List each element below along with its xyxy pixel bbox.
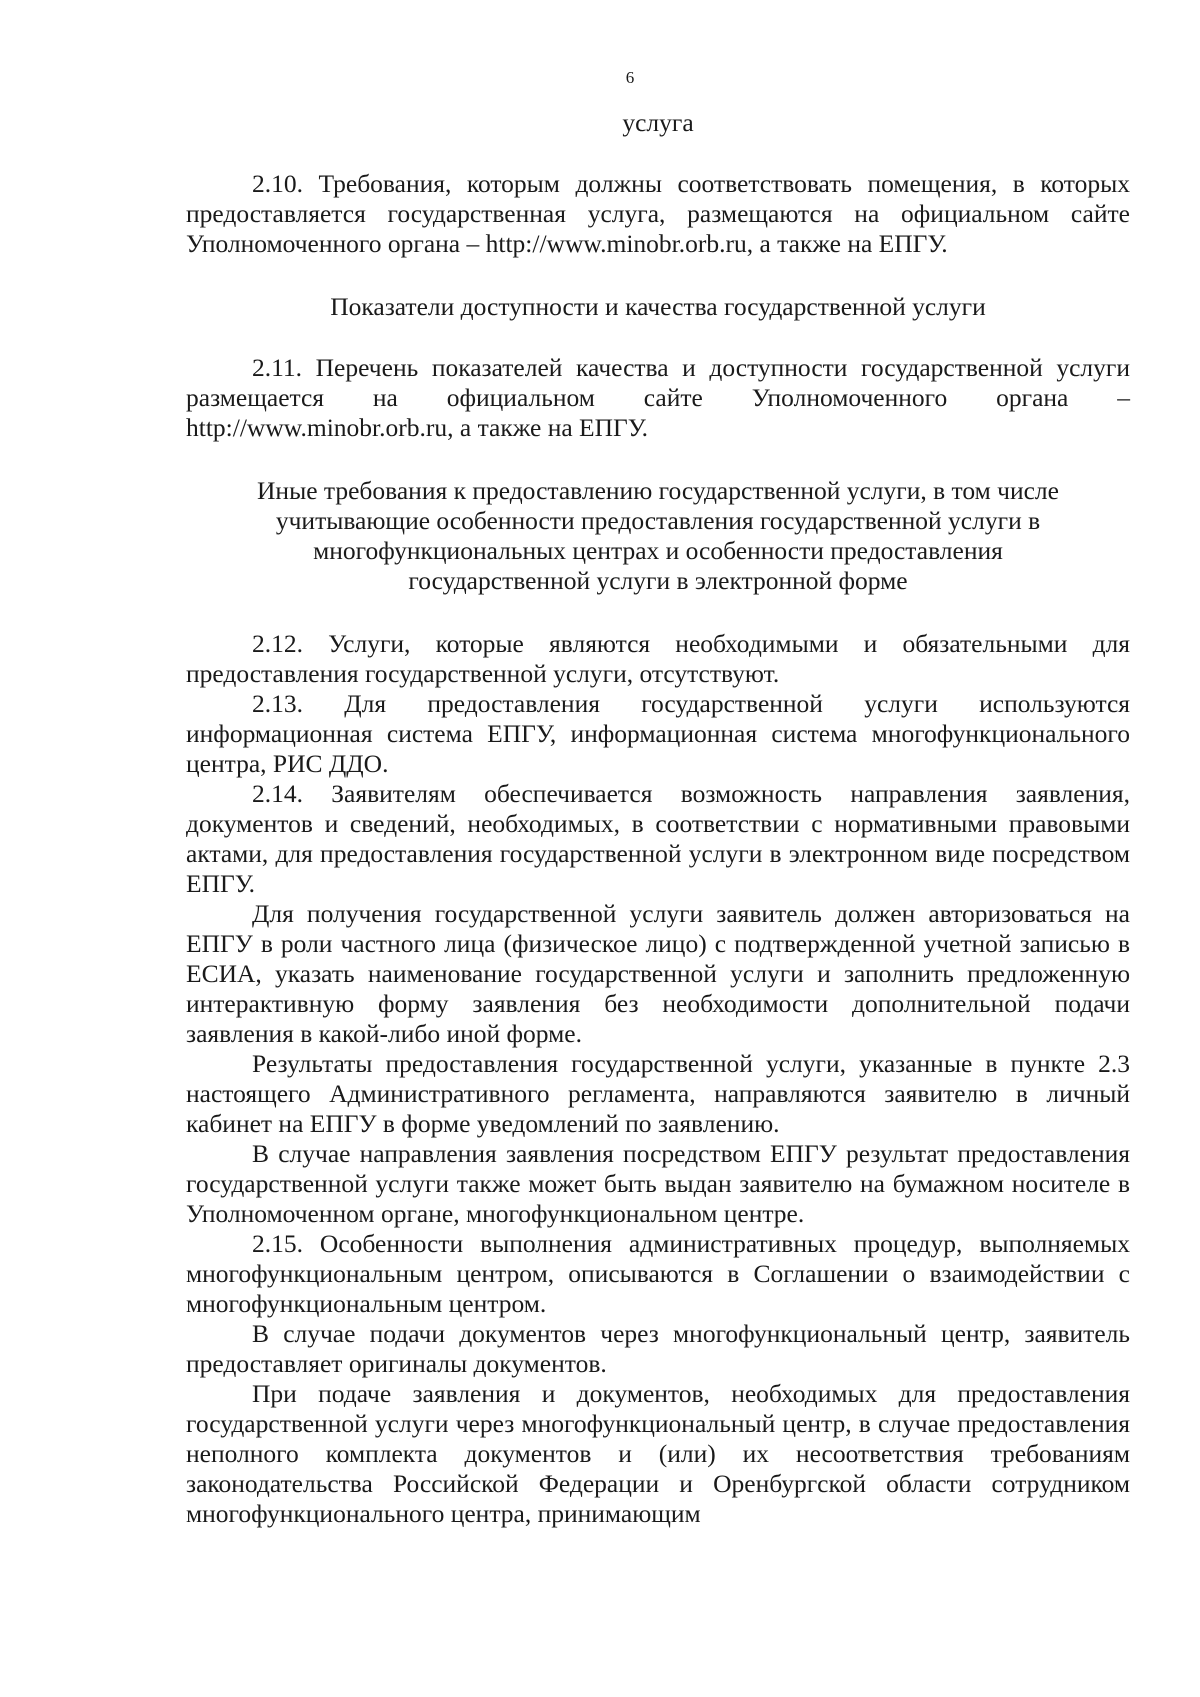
heading-line: многофункциональных центрах и особенности предоставления [313,536,1003,565]
heading-line: учитывающие особенности предоставления государственной услуги в [275,506,1041,535]
section-heading-indicators: Показатели доступности и качества государственной услуги [330,292,986,321]
paragraph-2-14-results: Результаты предоставления государственной услуги, указанные в пункте 2.3 настоящего Административного регламента, направляются заявителю в личный кабинет на ЕПГУ в форме уведомлений по заявлению. [186,1049,1130,1138]
paragraph-2-14-authorization: Для получения государственной услуги заявитель должен авторизоваться на ЕПГУ в роли частного лица (физическое лицо) с подтвержденной учетной записью в ЕСИА, указать наименование государственной услуги и заполнить предложенную интерактивную форму заявления без необходимости дополнительной подачи заявления в какой-либо иной форме. [186,899,1130,1048]
paragraph-2-11: 2.11. Перечень показателей качества и доступности государственной услуги размещается на официальном сайте Уполномоченного органа – http://www.minobr.orb.ru, а также на ЕПГУ. [186,353,1130,442]
heading-line: Иные требования к предоставлению государственной услуги, в том числе [257,476,1059,505]
paragraph-2-10: 2.10. Требования, которым должны соответствовать помещения, в которых предоставляется государственная услуга, размещаются на официальном сайте Уполномоченного органа – http://www.minobr.orb.ru, а также на ЕПГУ. [186,169,1130,258]
paragraph-2-14-paper-result: В случае направления заявления посредством ЕПГУ результат предоставления государственной услуги также может быть выдан заявителю на бумажном носителе в Уполномоченном органе, многофункциональном центре. [186,1139,1130,1228]
section-heading-other-requirements [186,476,1130,596]
section-continuation: услуга [622,108,694,137]
paragraph-2-14: 2.14. Заявителям обеспечивается возможность направления заявления, документов и сведений, необходимых, в соответствии с нормативными правовыми актами, для предоставления государственной услуги в электронном виде посредством ЕПГУ. [186,779,1130,898]
paragraph-2-15-originals: В случае подачи документов через многофункциональный центр, заявитель предоставляет оригиналы документов. [186,1319,1130,1378]
page-number: 6 [625,68,635,87]
paragraph-2-15: 2.15. Особенности выполнения административных процедур, выполняемых многофункциональным центром, описываются в Соглашении о взаимодействии с многофункциональным центром. [186,1229,1130,1318]
heading-line: государственной услуги в электронной форме [408,566,908,595]
paragraph-2-12: 2.12. Услуги, которые являются необходимыми и обязательными для предоставления государственной услуги, отсутствуют. [186,629,1130,688]
paragraph-2-13: 2.13. Для предоставления государственной услуги используются информационная система ЕПГУ, информационная система многофункционального центра, РИС ДДО. [186,689,1130,778]
paragraph-2-15-incomplete: При подаче заявления и документов, необходимых для предоставления государственной услуги через многофункциональный центр, в случае предоставления неполного комплекта документов и (или) их несоответствия требованиям законодательства Российской Федерации и Оренбургской области сотрудником многофункционального центра, принимающим [186,1379,1130,1528]
document-body [186,108,1130,1529]
